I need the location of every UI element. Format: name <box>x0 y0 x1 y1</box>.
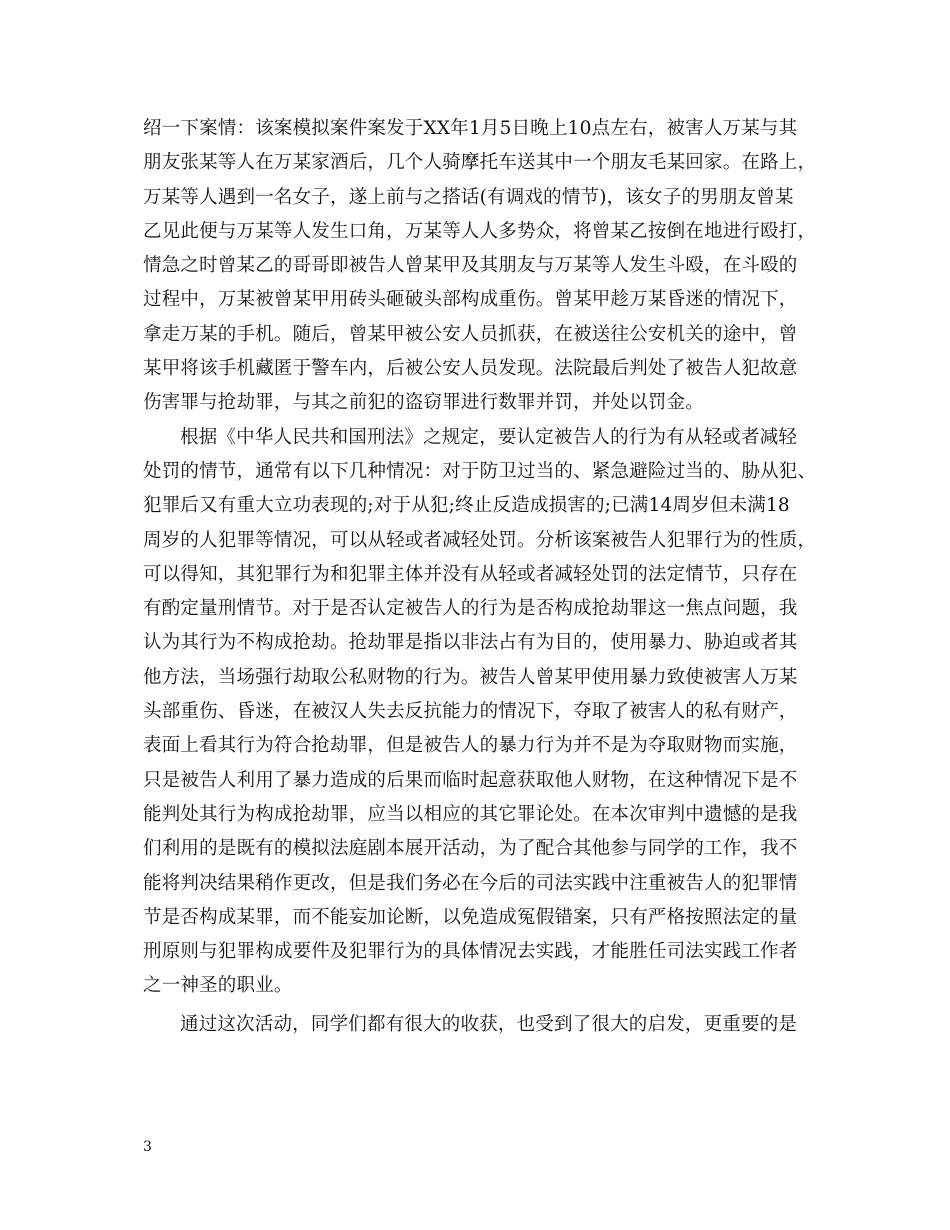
text-line: 某甲将该手机藏匿于警车内，后被公安人员发现。法院最后判处了被告人犯故意 <box>143 358 798 380</box>
page-number: 3 <box>143 1139 152 1155</box>
text-line: 通过这次活动，同学们都有很大的收获，也受到了很大的启发，更重要的是 <box>180 1013 798 1035</box>
text-line: 们利用的是既有的模拟法庭剧本展开活动，为了配合其他参与同学的工作，我不 <box>143 838 798 860</box>
text-line: 伤害罪与抢劫罪，与其之前犯的盗窃罪进行数罪并罚，并处以罚金。 <box>143 392 705 414</box>
text-line: 犯罪后又有重大立功表现的;对于从犯;终止反造成损害的;已满14周岁但未满18 <box>143 495 790 517</box>
text-line: 朋友张某等人在万某家酒后，几个人骑摩托车送其中一个朋友毛某回家。在路上， <box>143 152 817 174</box>
paragraph-3 <box>143 1008 833 1042</box>
paragraph-1 <box>143 112 833 421</box>
text-line: 头部重伤、昏迷，在被汉人失去反抗能力的情况下，夺取了被害人的私有财产， <box>143 701 798 723</box>
text-line: 有酌定量刑情节。对于是否认定被告人的行为是否构成抢劫罪这一焦点问题，我 <box>143 598 798 620</box>
text-line: 乙见此便与万某等人发生口角，万某等人人多势众，将曾某乙按倒在地进行殴打， <box>143 220 817 242</box>
text-line: 能将判决结果稍作更改，但是我们务必在今后的司法实践中注重被告人的犯罪情 <box>143 872 798 894</box>
text-line: 情急之时曾某乙的哥哥即被告人曾某甲及其朋友与万某等人发生斗殴，在斗殴的 <box>143 255 798 277</box>
text-line: 周岁的人犯罪等情况，可以从轻或者减轻处罚。分析该案被告人犯罪行为的性质， <box>143 529 817 551</box>
text-line: 万某等人遇到一名女子，遂上前与之搭话(有调戏的情节)，该女子的男朋友曾某 <box>143 186 794 208</box>
text-line: 之一神圣的职业。 <box>143 975 293 997</box>
text-line: 节是否构成某罪，而不能妄加论断，以免造成冤假错案，只有严格按照法定的量 <box>143 906 798 928</box>
document-body <box>143 112 833 1042</box>
text-line: 表面上看其行为符合抢劫罪，但是被告人的暴力行为并不是为夺取财物而实施， <box>143 735 798 757</box>
paragraph-2 <box>143 421 833 1004</box>
text-line: 他方法，当场强行劫取公私财物的行为。被告人曾某甲使用暴力致使被害人万某 <box>143 666 798 688</box>
text-line: 能判处其行为构成抢劫罪，应当以相应的其它罪论处。在本次审判中遗憾的是我 <box>143 803 798 825</box>
text-line: 只是被告人利用了暴力造成的后果而临时起意获取他人财物，在这种情况下是不 <box>143 769 798 791</box>
text-line: 绍一下案情：该案模拟案件案发于XX年1月5日晚上10点左右，被害人万某与其 <box>143 118 798 139</box>
text-line: 根据《中华人民共和国刑法》之规定，要认定被告人的行为有从轻或者减轻 <box>180 426 798 448</box>
text-line: 认为其行为不构成抢劫。抢劫罪是指以非法占有为目的，使用暴力、胁迫或者其 <box>143 632 798 654</box>
text-line: 刑原则与犯罪构成要件及犯罪行为的具体情况去实践，才能胜任司法实践工作者 <box>143 941 798 963</box>
text-line: 处罚的情节，通常有以下几种情况：对于防卫过当的、紧急避险过当的、胁从犯、 <box>143 460 817 482</box>
text-line: 可以得知，其犯罪行为和犯罪主体并没有从轻或者减轻处罚的法定情节，只存在 <box>143 563 798 585</box>
text-line: 过程中，万某被曾某甲用砖头砸破头部构成重伤。曾某甲趁万某昏迷的情况下， <box>143 289 798 311</box>
text-line: 拿走万某的手机。随后，曾某甲被公安人员抓获，在被送往公安机关的途中，曾 <box>143 323 798 345</box>
